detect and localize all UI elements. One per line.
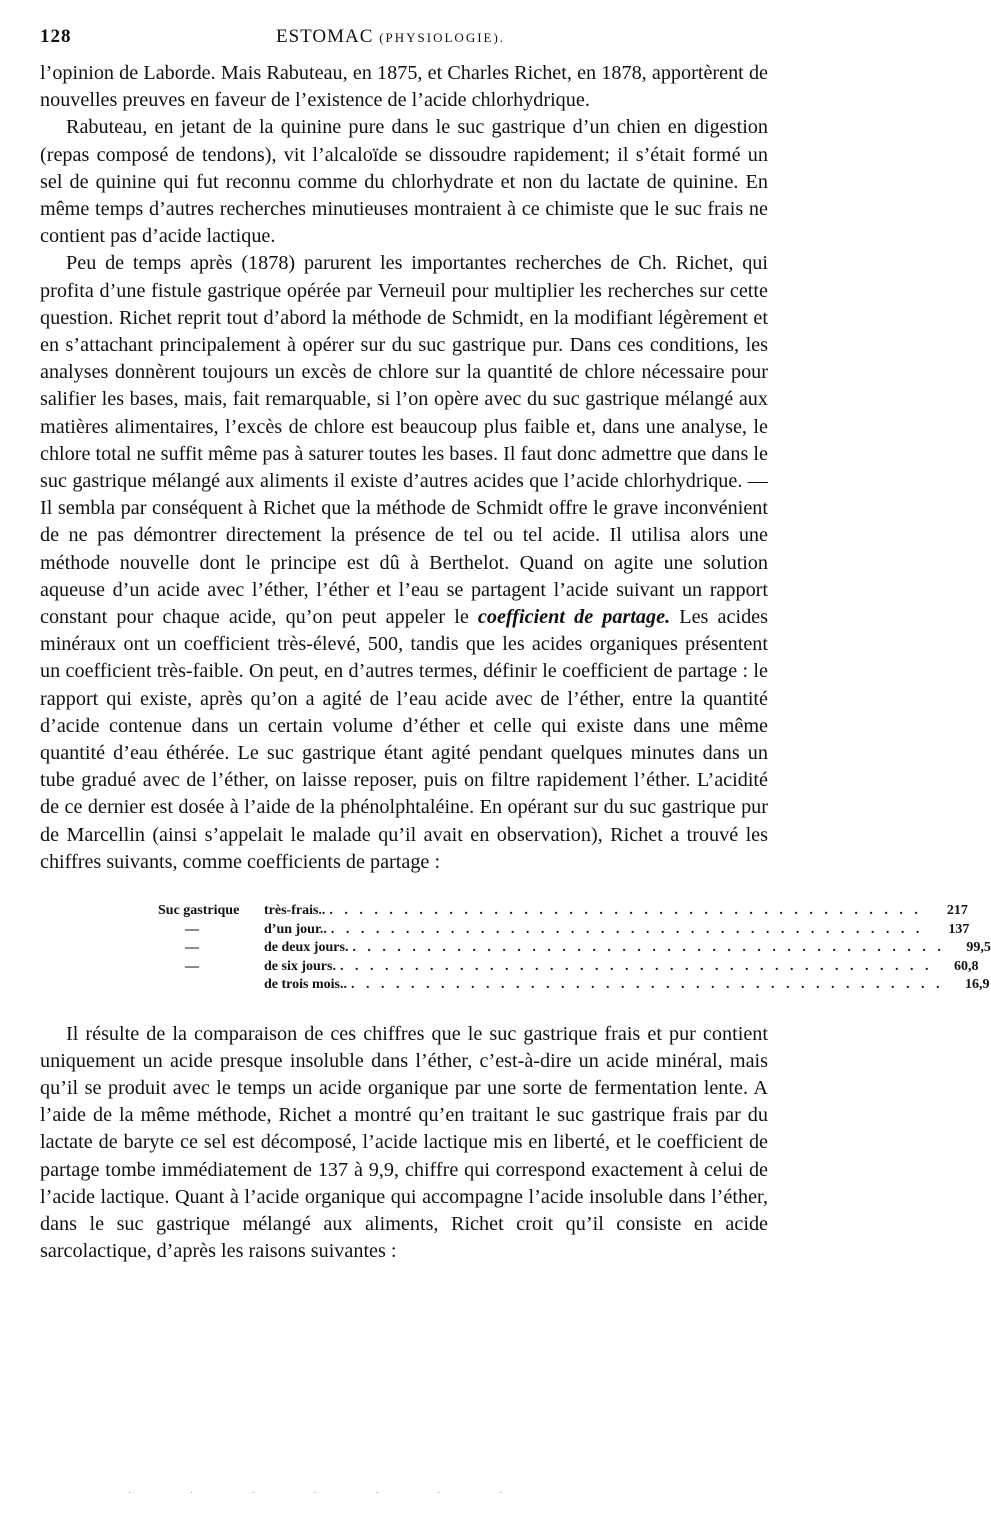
page-number: 128 — [40, 26, 72, 47]
paragraph-2: Rabuteau, en jetant de la quinine pure dans le suc gastrique d’un chien en digestion (repas composé de tendons), vit l’alcaloïde se dissoudre rapidement; il s’était formé un sel de quinine qui fut reconnu comme du chlorhydrate et non du lactate de quinine. En même temps d’autres recherches minutieuses montraient à ce chimiste que le suc frais ne contient pas d’acide lactique. — [40, 116, 768, 248]
table-row — [158, 921, 970, 940]
running-head — [276, 26, 505, 48]
term-coefficient-de-partage: coefficient de partage. — [477, 606, 671, 629]
row-lead: — — [185, 940, 199, 956]
row-value: 217 — [946, 903, 968, 919]
dot-leader: . . . . . . . . . . . . . . . . . . . . . . . . . . . . . . . . . . . . . . . . — [350, 977, 944, 993]
paragraph-3 — [40, 250, 768, 876]
partition-coefficient-table — [158, 902, 991, 995]
row-value: 137 — [948, 921, 970, 937]
dot-leader: . . . . . . . . . . . . . . . . . . . . . . . . . . . . . . . . . . . . . . . . — [352, 940, 945, 956]
row-label: très-frais.. — [264, 903, 326, 919]
row-lead: — — [185, 921, 199, 937]
dot-leader: . . . . . . . . . . . . . . . . . . . . . . . . . . . . . . . . . . . . . . . . — [330, 921, 924, 937]
row-lead: Suc gastrique — [158, 903, 240, 919]
paragraph-3-text-b: Les acides minéraux ont un coefficient très-élevé, 500, tandis que les acides organiques présentent un coefficient très-faible. On peut, en d’autres termes, définir le coefficient de partage : le rapport qui existe, après qu’on a agité de l’eau acide avec de l’éther, entre la quantité d’acide contenue dans un certain volume d’éther et celle qui existe dans une même quantité d’eau éthérée. Le suc gastrique étant agité pendant quelques minutes dans un tube gradué avec de l’éther, on laisse reposer, puis on filtre rapidement l’éther. L’acidité de ce dernier est dosée à l’aide de la phénolphtaléine. En opérant sur du suc gastrique pur de Marcellin (ainsi s’appelait le malade qu’il avait en observation), Richet a trouvé les chiffres suivants, comme coefficients de partage : — [40, 606, 768, 873]
scan-specks: · · · · · · · — [128, 1488, 531, 1499]
book-page — [40, 26, 991, 1265]
running-head-subtitle: (PHYSIOLOGIE). — [379, 30, 506, 45]
table-row — [158, 976, 990, 995]
table-row — [158, 939, 991, 958]
dot-leader: . . . . . . . . . . . . . . . . . . . . . . . . . . . . . . . . . . . . . . . . — [329, 903, 922, 919]
row-label: d’un jour.. — [264, 921, 327, 937]
row-label: de six jours. — [264, 958, 336, 974]
dot-leader: . . . . . . . . . . . . . . . . . . . . . . . . . . . . . . . . . . . . . . . . — [339, 958, 933, 974]
paragraph-3-text-a: Peu de temps après (1878) parurent les importantes recherches de Ch. Richet, qui profita d’une fistule gastrique opérée par Verneuil pour multiplier les recherches sur cette question. Richet reprit tout d’abord la méthode de Schmidt, en la modifiant légèrement et en s’attachant principalement à opérer sur du suc gastrique pur. Dans ces conditions, les analyses donnèrent toujours un excès de chlore sur la quantité de chlore nécessaire pour salifier les bases, mais, fait remarquable, si l’on opère avec du suc gastrique mélangé aux matières alimentaires, l’excès de chlore est beaucoup plus faible et, dans une analyse, le chlore total ne suffit même pas à saturer toutes les bases. Il faut donc admettre que dans le suc gastrique mélangé aux aliments il existe d’autres acides que l’acide chlorhydrique. — Il sembla par conséquent à Richet que la méthode de Schmidt offre le grave inconvénient de ne pas démontrer directement la présence de tel ou tel acide. Il utilisa alors une méthode nouvelle dont le principe est dû à Berthelot. Quand on agite une solution aqueuse d’un acide avec l’éther, l’éther et l’eau se partagent l’acide suivant un rapport constant pour chaque acide, qu’on peut appeler le — [40, 252, 768, 629]
paragraph-1: l’opinion de Laborde. Mais Rabuteau, en 1875, et Charles Richet, en 1878, apportèrent de nouvelles preuves en faveur de l’existence de l’acide chlorhydrique. — [40, 62, 768, 112]
row-label: de trois mois.. — [264, 977, 347, 993]
row-lead: — — [185, 958, 199, 974]
running-head-title: ESTOMAC — [276, 26, 374, 47]
table-row — [158, 902, 968, 921]
row-label: de deux jours. — [264, 940, 349, 956]
page-header — [40, 26, 768, 58]
paragraph-4: Il résulte de la comparaison de ces chiffres que le suc gastrique frais et pur contient uniquement un acide presque insoluble dans l’éther, c’est-à-dire un acide minéral, mais qu’il se produit avec le temps un acide organique par une sorte de fermentation lente. A l’aide de la même méthode, Richet a montré qu’en traitant le suc gastrique frais par du lactate de baryte ce sel est décomposé, l’acide lactique mis en liberté, et le coefficient de partage tombe immédiatement de 137 à 9,9, chiffre qui correspond exactement à celui de l’acide lactique. Quant à l’acide organique qui accompagne l’acide insoluble dans l’éther, dans le suc gastrique mélangé aux aliments, Richet croit qu’il consiste en acide sarcolactique, d’après les raisons suivantes : — [40, 1022, 768, 1263]
row-value: 60,8 — [953, 958, 979, 974]
row-value: 16,9 — [964, 977, 990, 993]
table-row — [158, 958, 979, 977]
row-value: 99,5 — [966, 940, 991, 956]
